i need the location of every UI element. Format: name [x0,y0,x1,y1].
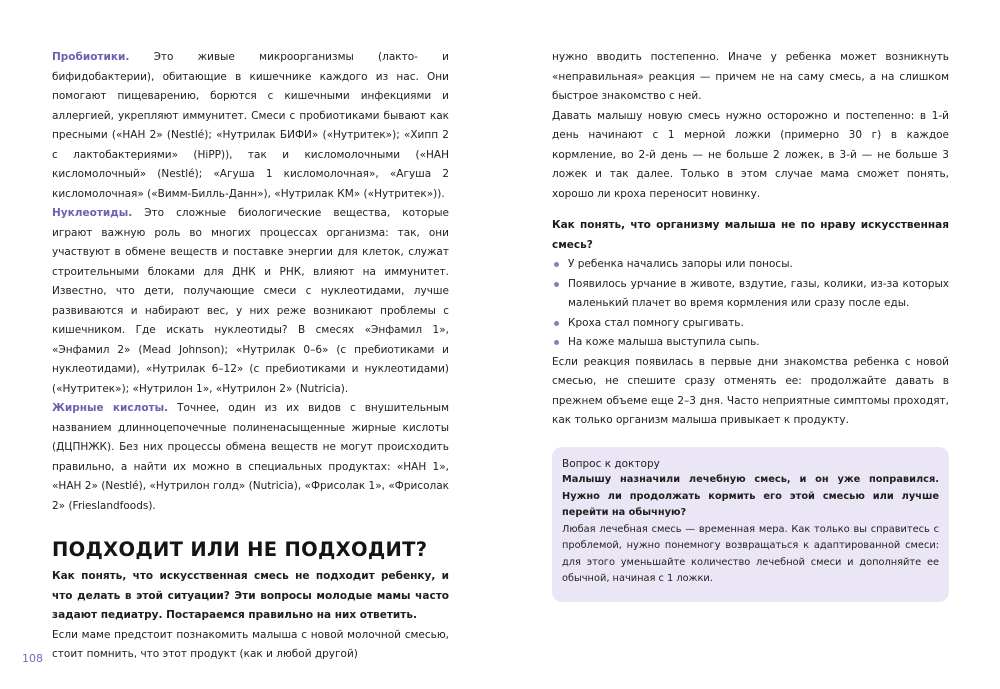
list-item [552,275,949,314]
list-item-text: Кроха стал помногу срыгивать. [568,316,744,329]
nucleotides-paragraph [52,204,449,399]
probiotics-text: Это живые микроорганизмы (лакто- и бифидобактерии), обитающие в кишечнике каждого из нас. Они помогают пищеварению, борются с кишечными инфекциями и аллергией, укрепляют иммунитет. Смеси с пробиотиками бывают как пресными («НАН 2» (Nestlé); «Нутрилак БИФИ» («Нутритек»); «Хипп 2 с лактобактериями» (HiPP)), так и кисломолочными («НАН кисломолочный» (Nestlé); «Агуша 1 кисломолочная», «Агуша 2 кисломолочная» («Вимм-Билль-Данн»), «Нутрилак КМ» («Нутритек»)). [52,51,449,200]
box-title: Вопрос к доктору [562,457,660,470]
list-item-text: Появилось урчание в животе, вздутие, газы, колики, из-за которых маленький плачет во время кормления или сразу после еды. [568,277,949,309]
list-item-text: На коже малыша выступила сыпь. [568,336,760,348]
bullet-icon [554,282,559,287]
bullet-icon [554,340,559,345]
list-item [552,333,949,353]
doctor-question-box [552,447,949,602]
bullet-icon [554,321,559,326]
page-number: 108 [22,652,43,665]
symptoms-list [552,255,949,353]
right-column [552,48,949,602]
list-item [552,255,949,275]
gradual-paragraph: Давать малышу новую смесь нужно осторожно и постепенно: в 1-й день начинают с 1 мерной ложки (примерно 30 г) в каждое кормление, во 2-й день — не больше 2 ложек, в 3-й — не больше 3 ложек и так далее. Только в этом случае мама сможет понять, хорошо ли кроха переносит новинку. [552,109,949,200]
left-column [52,48,449,665]
reaction-paragraph: Если реакция появилась в первые дни знакомства ребенка с новой смесью, не спешите сразу отменять ее: продолжайте давать в прежнем объеме еще 2–3 дня. Часто неприятные симптомы проходят, как только организм малыша привыкает к продукту. [552,355,949,426]
bullet-icon [554,262,559,267]
section-lead: Как понять, что искусственная смесь не подходит ребенку, и что делать в этой ситуации? Эти вопросы молодые мамы часто задают педиатру. Постараемся правильно на них ответить. [52,570,449,621]
fatty-acids-paragraph [52,399,449,516]
list-item-text: У ребенка начались запоры или поносы. [568,258,793,270]
box-answer: Любая лечебная смесь — временная мера. Как только вы справитесь с проблемой, нужно понемногу возвращаться к адаптированной смеси: для этого уменьшайте количество лечебной смеси и дополняйте ее обычной, начиная с 1 ложки. [562,523,939,584]
probiotics-paragraph [52,48,449,204]
fatty-acids-text: Точнее, один из их видов с внушительным названием длинноцепочечные полиненасыщенные жирные кислоты (ДЦПНЖК). Без них процессы обмена веществ не могут происходить правильно, а найти их можно в специальных продуктах: «НАН 1», «НАН 2» (Nestlé), «Нутрилон голд» (Nutricia), «Фрисолак 1», «Фрисолак 2» (Frieslandfoods). [52,402,449,512]
symptoms-question: Как понять, что организму малыша не по нраву искусственная смесь? [552,219,949,251]
probiotics-term: Пробиотики. [52,51,130,63]
box-question: Малышу назначили лечебную смесь, и он уже поправился. Нужно ли продолжать кормить его этой смесью или лучше перейти на обычную? [562,474,939,518]
section-heading: ПОДХОДИТ ИЛИ НЕ ПОДХОДИТ? [52,538,428,561]
fatty-acids-term: Жирные кислоты. [52,402,169,414]
list-item [552,314,949,334]
nucleotides-term: Нуклеотиды. [52,207,133,219]
continuation-paragraph: нужно вводить постепенно. Иначе у ребенка может возникнуть «неправильная» реакция — причем не на саму смесь, а на слишком быстрое знакомство с ней. [552,51,949,102]
nucleotides-text: Это сложные биологические вещества, которые играют важную роль во многих процессах организма: так, они участвуют в обмене веществ и поставке энергии для клеток, служат строительными блоками для ДНК и РНК, влияют на иммунитет. Известно, что дети, получающие смеси с нуклеотидами, лучше развиваются и набирают вес, у них реже возникают проблемы с кишечником. Где искать нуклеотиды? В смесях «Энфамил 1», «Энфамил 2» (Mead Johnson); «Нутрилак 0–6» (с пребиотиками и нуклеотидами), «Нутрилак 6–12» (с пребиотиками и нуклеотидами) («Нутритек»); «Нутрилон 1», «Нутрилон 2» (Nutricia). [52,207,449,395]
intro-paragraph: Если маме предстоит познакомить малыша с новой молочной смесью, стоит помнить, что этот продукт (как и любой другой) [52,628,449,660]
